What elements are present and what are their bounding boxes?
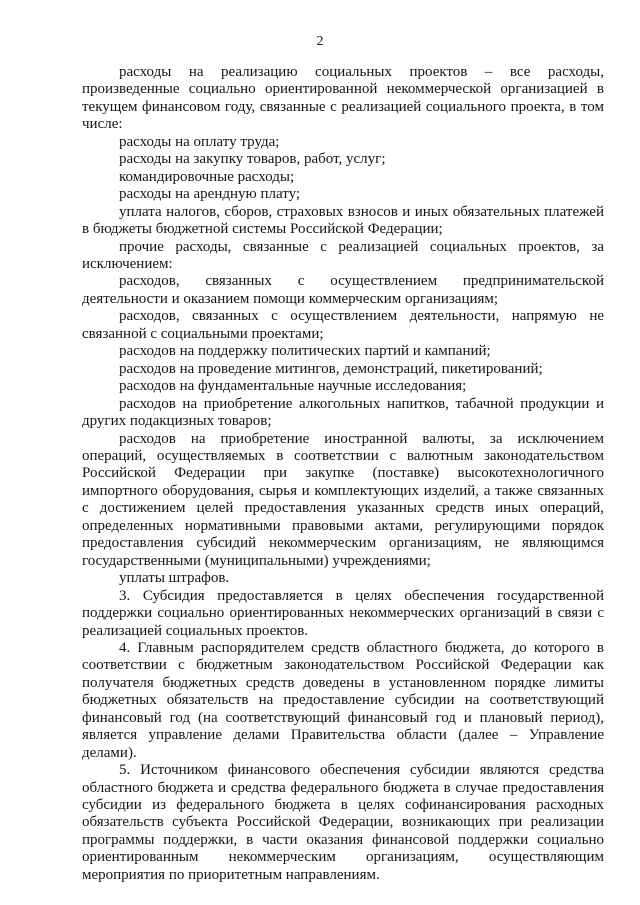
- list-item-other-costs: прочие расходы, связанные с реализацией социальных проектов, за исключением:: [82, 238, 604, 272]
- clause-5: 5. Источником финансового обеспечения субсидии являются средства областного бюджета и средства федерального бюджета в случае предоставления субсидии из федерального бюджета в целях софинансирования расходных обязательств субъекта Российской Федерации, возникающих при реализации программы поддержки, в части оказания финансовой поддержки социально ориентированным некоммерческим организациям, осуществляющим мероприятия по приоритетным направлениям.: [82, 762, 604, 883]
- exclusion-fines: уплаты штрафов.: [119, 570, 230, 587]
- clause-4: 4. Главным распорядителем средств областного бюджета, до которого в соответствии с бюджетным законодательством Российской Федерации как получателя бюджетных средств доведены в установленном порядке лимиты бюджетных обязательств на предоставление субсидии на соответствующий финансовый год (на соответствующий финансовый год и плановый период), является управление делами Правительства области (далее – Управление делами).: [82, 639, 604, 761]
- list-item-labor-costs: расходы на оплату труда;: [119, 133, 280, 150]
- clause-3: 3. Субсидия предоставляется в целях обеспечения государственной поддержки социально ориентированных некоммерческих организаций в связи с реализацией социальных проектов.: [82, 587, 604, 639]
- exclusion-foreign-currency: расходов на приобретение иностранной валюты, за исключением операций, осуществляемых в соответствии с валютным законодательством Российской Федерации при закупке (поставке) высокотехнологичного импортного оборудования, сырья и комплектующих изделий, а также связанных с достижением целей предоставления указанных средств иных операций, определенных нормативными правовыми актами, регулирующими порядок предоставления субсидий некоммерческим организациям, не являющимся государственными (муниципальными) учреждениями;: [82, 430, 604, 569]
- exclusion-political-support: расходов на поддержку политических партий и кампаний;: [119, 343, 491, 360]
- list-item-travel-costs: командировочные расходы;: [119, 168, 295, 185]
- exclusion-entrepreneurship: расходов, связанных с осуществлением предпринимательской деятельности и оказанием помощи коммерческим организациям;: [82, 273, 604, 307]
- exclusion-rallies: расходов на проведение митингов, демонстраций, пикетирований;: [119, 360, 543, 377]
- document-body: [82, 64, 604, 884]
- exclusion-fundamental-research: расходов на фундаментальные научные исследования;: [119, 378, 467, 395]
- list-item-taxes: уплата налогов, сборов, страховых взносов и иных обязательных платежей в бюджеты бюджетной системы Российской Федерации;: [82, 203, 604, 238]
- exclusion-unrelated-activity: расходов, связанных с осуществлением деятельности, напрямую не связанной с социальными проектами;: [82, 308, 604, 342]
- list-item-rent-costs: расходы на арендную плату;: [119, 186, 301, 203]
- page-number: 2: [316, 34, 324, 49]
- paragraph-project-expenses: расходы на реализацию социальных проектов – все расходы, произведенные социально ориентированной некоммерческой организацией в текущем финансовом году, связанные с реализацией социального проекта, в том числе:: [82, 64, 604, 133]
- list-item-procurement-costs: расходы на закупку товаров, работ, услуг;: [119, 151, 386, 168]
- exclusion-excise-goods: расходов на приобретение алкогольных напитков, табачной продукции и других подакцизных товаров;: [82, 395, 604, 430]
